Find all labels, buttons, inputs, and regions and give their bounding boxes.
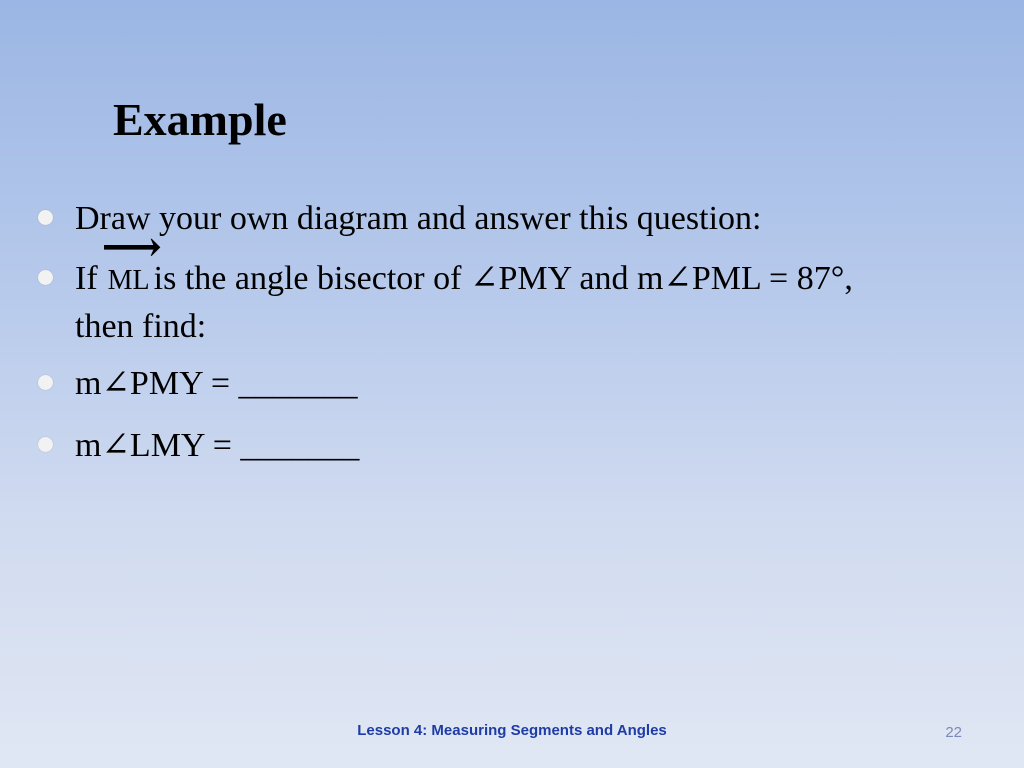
ray-arrow-icon: ⟶ xyxy=(101,225,162,271)
bullet-dot-icon xyxy=(38,375,53,390)
bullet-dot-icon xyxy=(38,270,53,285)
bullet-angle-bisector xyxy=(75,225,853,307)
ray-ml xyxy=(101,225,162,307)
bullet-text: m∠LMY = _______ xyxy=(75,427,360,464)
bullet-dot-icon xyxy=(38,210,53,225)
bullet-pmy xyxy=(75,358,358,410)
page-number: 22 xyxy=(945,724,962,741)
bullet-dot-icon xyxy=(38,437,53,452)
bullet-text: is the angle bisector of ∠PMY and m∠PML = 87°, xyxy=(153,260,853,297)
bullet-text: m∠PMY = _______ xyxy=(75,365,358,402)
bullet-text: Draw your own diagram and answer this question: xyxy=(75,200,762,237)
bullet-lmy xyxy=(75,420,359,472)
bullet-prefix: If xyxy=(75,260,98,297)
bullet-draw-diagram xyxy=(75,193,761,245)
ray-label: ML xyxy=(107,265,150,296)
footer-lesson-title: Lesson 4: Measuring Segments and Angles xyxy=(357,722,667,739)
slide-title: Example xyxy=(113,94,287,145)
bullet-continuation xyxy=(75,301,206,353)
bullet-text-continuation: then find: xyxy=(75,308,207,345)
